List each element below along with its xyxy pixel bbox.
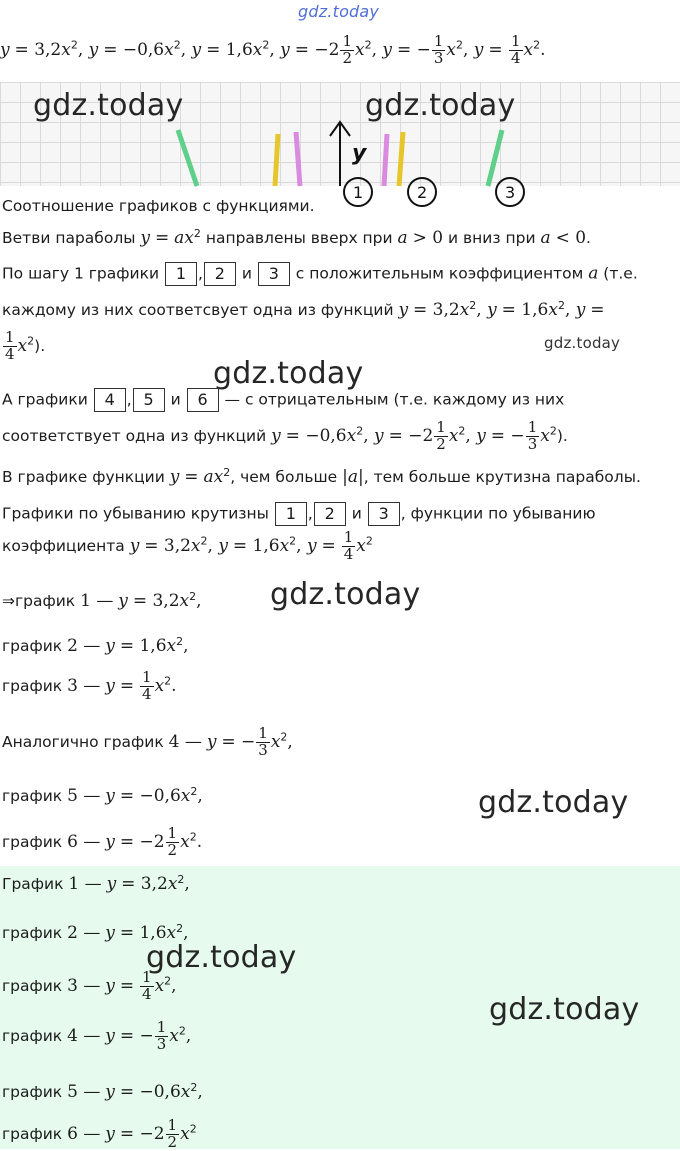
answer-graph-5: график 5 — $y = -0,6x^2$, [2, 1080, 203, 1102]
result-graph-6: график 6 — y = −2 $\frac{1}{2}$ $x^2$. [2, 824, 203, 859]
negative-graphs-line: А графики 4 , 5 и 6 — с отрицательным (т.е. каждому из них [2, 388, 564, 412]
answer-graph-6: график 6 — y = −2 $\frac{1}{2}$ $x^2$ [2, 1116, 197, 1151]
watermark-mid-1: gdz.today [213, 356, 364, 391]
answer-graph-4: график 4 — y = − $\frac{1}{3}$ $x^2$, [2, 1018, 192, 1053]
steepness-line: В графике функции $y = ax^2$, чем больше |a|, тем больше крутизна параболы. [2, 465, 641, 487]
answer-block [0, 866, 680, 1149]
watermark-top: gdz.today [298, 2, 380, 21]
step1-functions: каждому из них соответсвует одна из функций $y = 3,2x^2$, $y = 1,6x^2$, y = [2, 298, 605, 320]
watermark-mid-2: gdz.today [270, 577, 421, 612]
order-functions: коэффициента $y = 3,2x^2$, $y = 1,6x^2$, y = $\frac{1}{4}$ $x^2$ [2, 528, 373, 563]
negative-functions: соответствует одна из функций $y = -0,6x^2$, y = −2 $\frac{1}{2}$ $x^2$, y = − $\frac{1}{3}$ $x^2$). [2, 418, 568, 453]
step1-functions-end: $\frac{1}{4}$ $x^2$). [5, 328, 46, 363]
curve-pink-right [384, 134, 387, 186]
circle-number-3: 3 [505, 183, 516, 202]
watermark-graph-left: gdz.today [33, 88, 184, 123]
curve-yellow-left [275, 134, 278, 186]
curve-green-left [178, 130, 197, 186]
circle-number-1: 1 [353, 183, 364, 202]
result-graph-5: график 5 — $y = -0,6x^2$, [2, 784, 203, 806]
curve-pink-left [296, 132, 300, 186]
watermark-mid-3: gdz.today [478, 785, 629, 820]
order-line: Графики по убыванию крутизны 1 , 2 и 3 , функции по убыванию [2, 502, 596, 526]
curve-green-right [488, 130, 502, 186]
result-graph-1: ⇒график 1 — $y = 3,2x^2$, [2, 589, 202, 611]
parabola-graph [0, 82, 680, 202]
watermark-mid-small: gdz.today [544, 334, 621, 352]
curve-yellow-right [399, 132, 403, 186]
result-graph-2: график 2 — $y = 1,6x^2$, [2, 634, 189, 656]
answer-graph-1: График 1 — $y = 3,2x^2$, [2, 872, 190, 894]
result-graph-3: график 3 — y = $\frac{1}{4}$ $x^2$. [2, 668, 177, 703]
watermark-answer-1: gdz.today [146, 940, 297, 975]
circle-number-2: 2 [417, 183, 428, 202]
y-axis-label: y [352, 141, 367, 166]
branches-line: Ветви параболы $y = ax^2$ направлены вверх при a > 0 и вниз при a < 0. [2, 226, 591, 248]
header-functions: $y = 3,2x^2$, $y = -0,6x^2$, $y = 1,6x^2$, y = −2 $\frac{1}{2}$ $x^2$, y = − $\frac{1}{3}$ $x^2$, y = $\frac{1}{4}$ $x^2$. [0, 32, 546, 67]
watermark-graph-right: gdz.today [365, 88, 516, 123]
result-graph-4: Аналогично график 4 — y = − $\frac{1}{3}$ $x^2$, [2, 724, 293, 759]
heading: Соотношение графиков с функциями. [2, 197, 315, 215]
step1-line: По шагу 1 графики 1 , 2 и 3 с положительным коэффициентом a (т.е. [2, 262, 638, 286]
answer-graph-3: график 3 — y = $\frac{1}{4}$ $x^2$, [2, 968, 177, 1003]
answer-graph-2: график 2 — $y = 1,6x^2$, [2, 921, 189, 943]
watermark-answer-2: gdz.today [489, 992, 640, 1027]
